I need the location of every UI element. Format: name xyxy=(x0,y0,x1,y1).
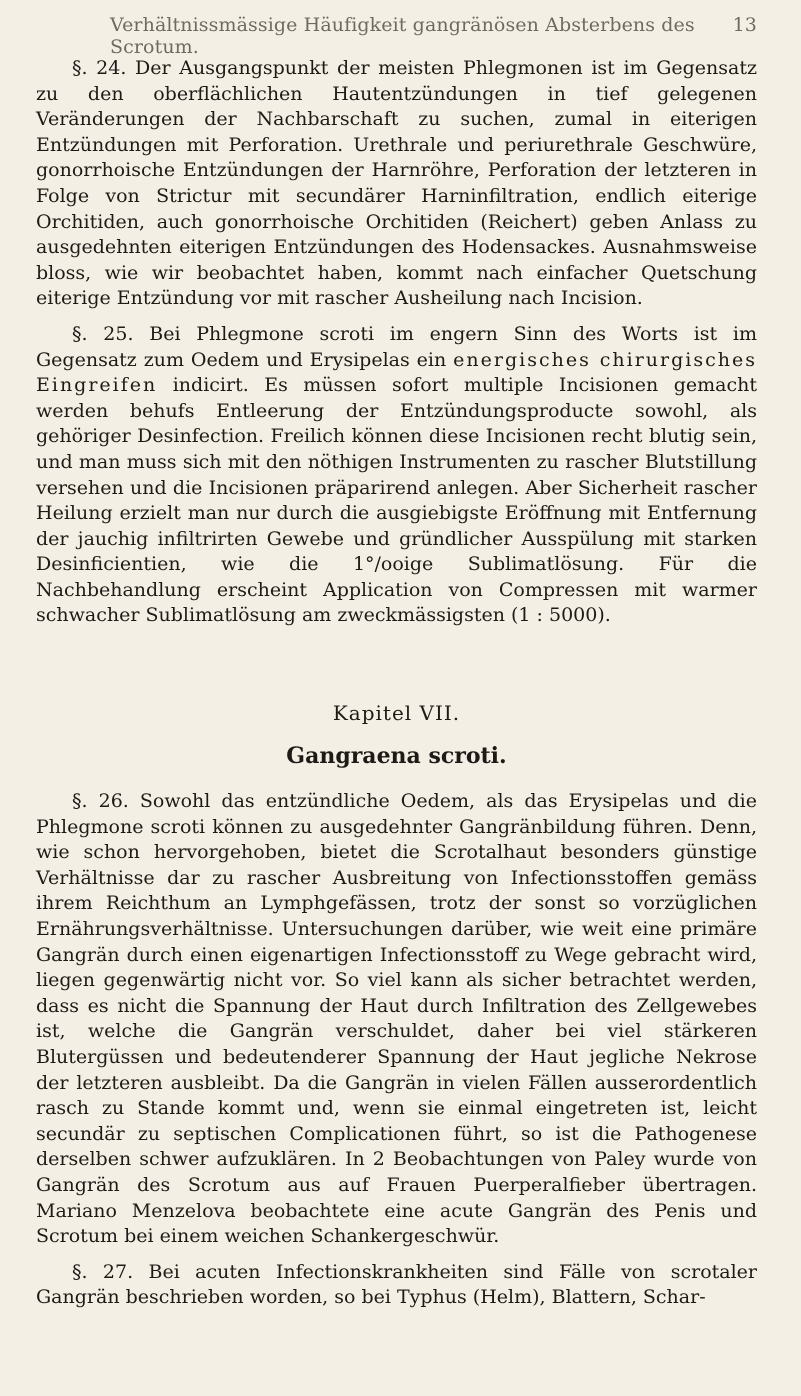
paragraph-27: §. 27. Bei acuten Infectionskrankheiten sind Fälle von scrotaler Gangrän beschrieben worden, so bei Typhus (Helm), Blattern, Schar- xyxy=(36,1260,757,1309)
paragraph-24: §. 24. Der Ausgangspunkt der meisten Phlegmonen ist im Gegensatz zu den oberflächlichen Hautentzündungen in tief gelegenen Veränderungen der Nachbarschaft zu suchen, zumal in eiterigen Entzündungen mit Perforation. Urethrale und periurethrale Geschwüre, gonorrhoische Entzündungen der Harnröhre, Perforation der letzteren in Folge von Strictur mit secundärer Harninfiltration, endlich eiterige Orchitiden, auch gonorrhoische Orchitiden (Reichert) geben Anlass zu ausgedehnten eiterigen Entzündungen des Hodensackes. Ausnahmsweise bloss, wie wir beobachtet haben, kommt nach einfacher Quetschung eiterige Entzündung vor mit rascher Ausheilung nach Incision. xyxy=(36,57,757,310)
running-head-title: Verhältnissmässige Häufigkeit gangränösen Absterbens des Scrotum. xyxy=(110,14,695,58)
paragraph-25-after: indicirt. Es müssen sofort multiple Incisionen gemacht werden behufs Entleerung der Entzündungsproducte sowohl, als gehöriger Desinfection. Freilich können diese Incisionen recht blutig sein, und man muss sich mit den nöthigen Instrumenten zu rascher Blutstillung versehen und die Incisionen präparirend anlegen. Aber Sicherheit rascher Heilung erzielt man nur durch die ausgiebigste Eröffnung mit Entfernung der jauchig infiltrirten Gewebe und gründlicher Ausspülung mit starken Desinficientien, wie die 1°/ooige Sublimatlösung. Für die Nachbehandlung erscheint Application von Compressen mit warmer schwacher Sublimatlösung am zweckmässigsten (1 : 5000). xyxy=(36,374,757,627)
paragraph-25-emphasis: energisches chirurgisches Eingreifen xyxy=(36,348,757,397)
paragraph-26: §. 26. Sowohl das entzündliche Oedem, als das Erysipelas und die Phlegmone scroti können zu ausgedehnter Gangränbildung führen. Denn, wie schon hervorgehoben, bietet die Scrotalhaut besonders günstige Verhältnisse dar zu rascher Ausbreitung von Infectionsstoffen gemäss ihrem Reichthum an Lymphgefässen, trotz der sonst so vorzüglichen Ernährungsverhältnisse. Untersuchungen darüber, wie weit eine primäre Gangrän durch einen eigenartigen Infectionsstoff zu Wege gebracht wird, liegen gegenwärtig nicht vor. So viel kann als sicher betrachtet werden, dass es nicht die Spannung der Haut durch Infiltration des Zellgewebes ist, welche die Gangrän verschuldet, daher bei viel stärkeren Blutergüssen und bedeutenderer Spannung der Haut jegliche Nekrose der letzteren ausbleibt. Da die Gangrän in vielen Fällen ausserordentlich rasch zu Stande kommt und, wenn sie einmal eingetreten ist, leicht secundär zu septischen Complicationen führt, so ist die Pathogenese derselben schwer aufzuklären. In 2 Beobachtungen von Paley wurde von Gangrän des Scrotum aus auf Frauen Puerperalfieber übertragen. Mariano Menzelova beobachtete eine acute Gangrän des Penis und Scrotum bei einem weichen Schankergeschwür. xyxy=(36,790,757,1248)
chapter-title: Gangraena scroti. xyxy=(286,743,507,770)
paragraph-25-before: §. 25. Bei Phlegmone scroti im engern Sinn des Worts ist im Gegensatz zum Oedem und Erysipelas ein xyxy=(36,322,757,371)
paragraph-25 xyxy=(36,322,757,629)
chapter-label: Kapitel VII. xyxy=(332,701,461,726)
page-number: 13 xyxy=(732,14,757,36)
running-head xyxy=(110,14,757,58)
